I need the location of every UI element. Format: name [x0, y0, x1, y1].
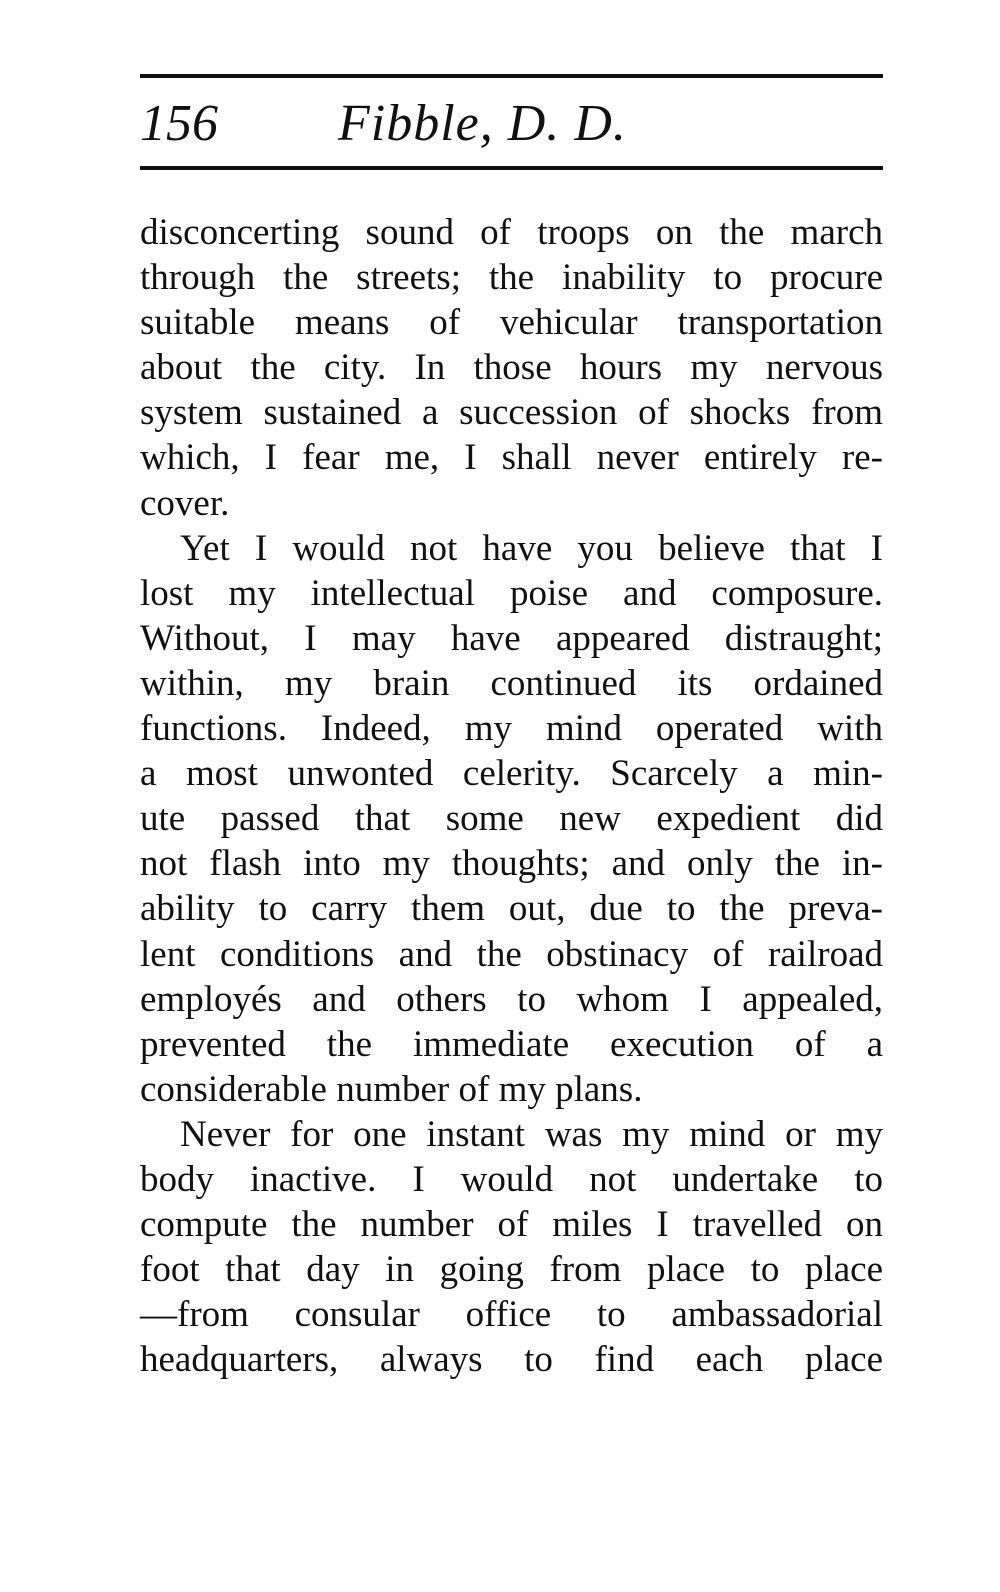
text-line: suitable means of vehicular transportation [140, 302, 883, 344]
text-line: about the city. In those hours my nervous [140, 347, 883, 389]
text-line: headquarters, always to find each place [140, 1339, 883, 1381]
text-line: functions. Indeed, my mind operated with [140, 708, 883, 750]
text-line: a most unwonted celerity. Scarcely a min- [140, 753, 883, 795]
header-top-rule [140, 74, 883, 78]
text-line: within, my brain continued its ordained [140, 662, 883, 704]
text-line: cover. [140, 482, 230, 524]
text-line: system sustained a succession of shocks from [140, 392, 883, 434]
text-line: prevented the immediate execution of a [140, 1023, 883, 1065]
text-line: through the streets; the inability to procure [140, 257, 883, 299]
text-line: foot that day in going from place to place [140, 1249, 883, 1291]
text-line: —from consular office to ambassadorial [140, 1294, 883, 1336]
text-line: ability to carry them out, due to the preva- [140, 888, 883, 930]
text-line: Without, I may have appeared distraught; [140, 617, 883, 659]
running-title: Fibble, D. D. [338, 95, 627, 152]
text-line: Yet I would not have you believe that I [180, 527, 883, 569]
text-line: not flash into my thoughts; and only the in- [140, 843, 883, 885]
text-line: ute passed that some new expedient did [140, 798, 883, 840]
text-line: lost my intellectual poise and composure. [140, 572, 883, 614]
body-text [140, 210, 883, 1382]
text-line: considerable number of my plans. [140, 1068, 643, 1110]
page-number: 156 [140, 95, 218, 152]
text-line: lent conditions and the obstinacy of railroad [140, 933, 883, 975]
text-line: compute the number of miles I travelled on [140, 1204, 883, 1246]
running-head [140, 88, 883, 160]
text-line: Never for one instant was my mind or my [180, 1113, 883, 1155]
header-bottom-rule [140, 166, 883, 170]
text-line: employés and others to whom I appealed, [140, 978, 883, 1020]
text-line: body inactive. I would not undertake to [140, 1158, 883, 1200]
text-line: disconcerting sound of troops on the march [140, 212, 883, 253]
text-line: which, I fear me, I shall never entirely re- [140, 437, 883, 479]
